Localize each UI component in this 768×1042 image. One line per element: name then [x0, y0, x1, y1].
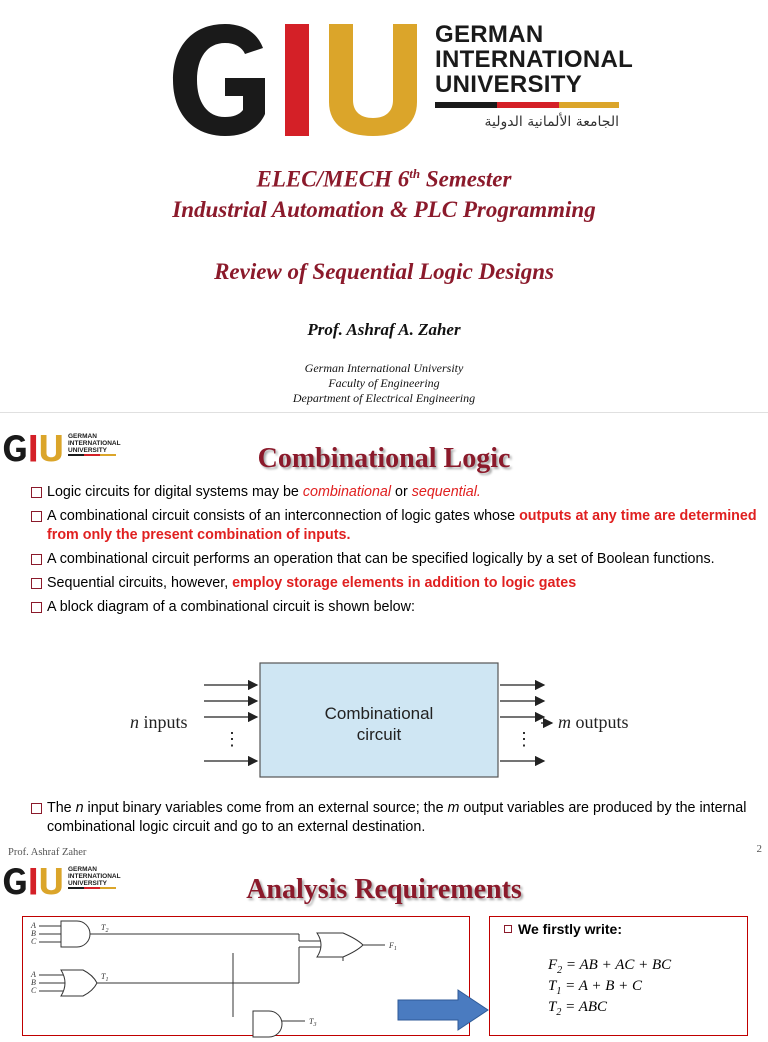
course-line-2: Industrial Automation & PLC Programming [172, 197, 596, 222]
logo-line-1: GERMAN [435, 21, 544, 48]
affil-university: German International University [304, 361, 464, 375]
giu-letters-logo [165, 18, 427, 140]
bullet-item: Logic circuits for digital systems may be combinational or sequential. [30, 483, 758, 502]
course-line-1: ELEC/MECH 6th Semester [256, 166, 512, 192]
equation-f2: $F_2$ = AB + AC + BC [548, 957, 672, 976]
g2-input-c: C [31, 986, 37, 995]
g2-input-a: A [31, 970, 36, 979]
checkbox-bullet-icon [31, 602, 42, 613]
analysis-requirements-slide [0, 860, 768, 1028]
university-name [435, 22, 633, 97]
t3-label: $T_3$ [309, 1017, 317, 1028]
equations-panel [489, 916, 748, 1036]
equation-t1: $T_1 = A + B + C$ [548, 978, 642, 997]
arabic-name: الجامعة الألمانية الدولية [484, 114, 619, 130]
checkbox-bullet-icon [31, 803, 42, 814]
slide-title: Analysis Requirements [246, 874, 522, 905]
professor-name: Prof. Ashraf A. Zaher [307, 320, 461, 339]
bullet-list-bottom [30, 799, 758, 842]
checkbox-bullet-icon [31, 487, 42, 498]
g2-out-label: $T_1$ [101, 972, 109, 983]
combinational-block-diagram [126, 661, 646, 781]
outputs-label: m outputs [558, 712, 629, 732]
logo-line-2: INTERNATIONAL [435, 46, 634, 73]
affiliation [0, 361, 768, 406]
small-logo-name: GERMAN INTERNATIONAL UNIVERSITY [68, 866, 121, 887]
flag-stripe [435, 102, 619, 108]
lecture-title: Review of Sequential Logic Designs [214, 259, 554, 284]
block-label-2: circuit [356, 725, 402, 744]
output-dots: ⋮ [515, 729, 533, 749]
affil-faculty: Faculty of Engineering [328, 376, 440, 390]
inputs-label: n inputs [130, 712, 188, 732]
logo-line-3: UNIVERSITY [435, 71, 583, 98]
checkbox-bullet-icon [504, 925, 512, 933]
equation-t2: $T_2$ = ABC [548, 999, 608, 1018]
g2-input-b: B [31, 978, 36, 987]
or-gate-2 [61, 970, 97, 996]
and-gate-1 [61, 921, 90, 947]
g1-input-a: A [31, 921, 36, 930]
checkbox-bullet-icon [31, 511, 42, 522]
title-slide [0, 0, 768, 412]
block-label-1: Combinational [324, 704, 434, 723]
bullet-list [30, 483, 758, 622]
g1-input-c: C [31, 937, 37, 946]
right-arrow-icon [398, 990, 490, 1030]
g1-input-b: B [31, 929, 36, 938]
small-logo-name: GERMAN INTERNATIONAL UNIVERSITY [68, 433, 121, 454]
giu-logo [165, 18, 665, 140]
bullet-item: Sequential circuits, however, employ storage elements in addition to logic gates [30, 574, 758, 593]
bullet-item: A combinational circuit performs an operation that can be specified logically by a set of Boolean functions. [30, 550, 758, 569]
bullet-item: The n input binary variables come from an external source; the m output variables are produced by the internal combinational logic circuit and go to an external destination. [30, 799, 758, 837]
affil-department: Department of Electrical Engineering [292, 391, 476, 405]
f1-output-label: $F_1$ [389, 941, 397, 952]
page-number: 2 [756, 843, 762, 855]
combinational-logic-slide [0, 412, 768, 860]
or-gate-output [317, 933, 363, 957]
and-gate-3 [253, 1011, 282, 1037]
slide-title: Combinational Logic [257, 443, 511, 474]
g1-out-label: $T_2$ [101, 923, 109, 934]
footer-author: Prof. Ashraf Zaher [8, 847, 87, 858]
checkbox-bullet-icon [31, 578, 42, 589]
bullet-item: A combinational circuit consists of an interconnection of logic gates whose outputs at any time are determined from only the present combination of inputs. [30, 507, 758, 545]
equations-heading: We firstly write: [504, 921, 622, 937]
bullet-item: A block diagram of a combinational circuit is shown below: [30, 598, 758, 617]
checkbox-bullet-icon [31, 554, 42, 565]
input-dots: ⋮ [223, 729, 241, 749]
